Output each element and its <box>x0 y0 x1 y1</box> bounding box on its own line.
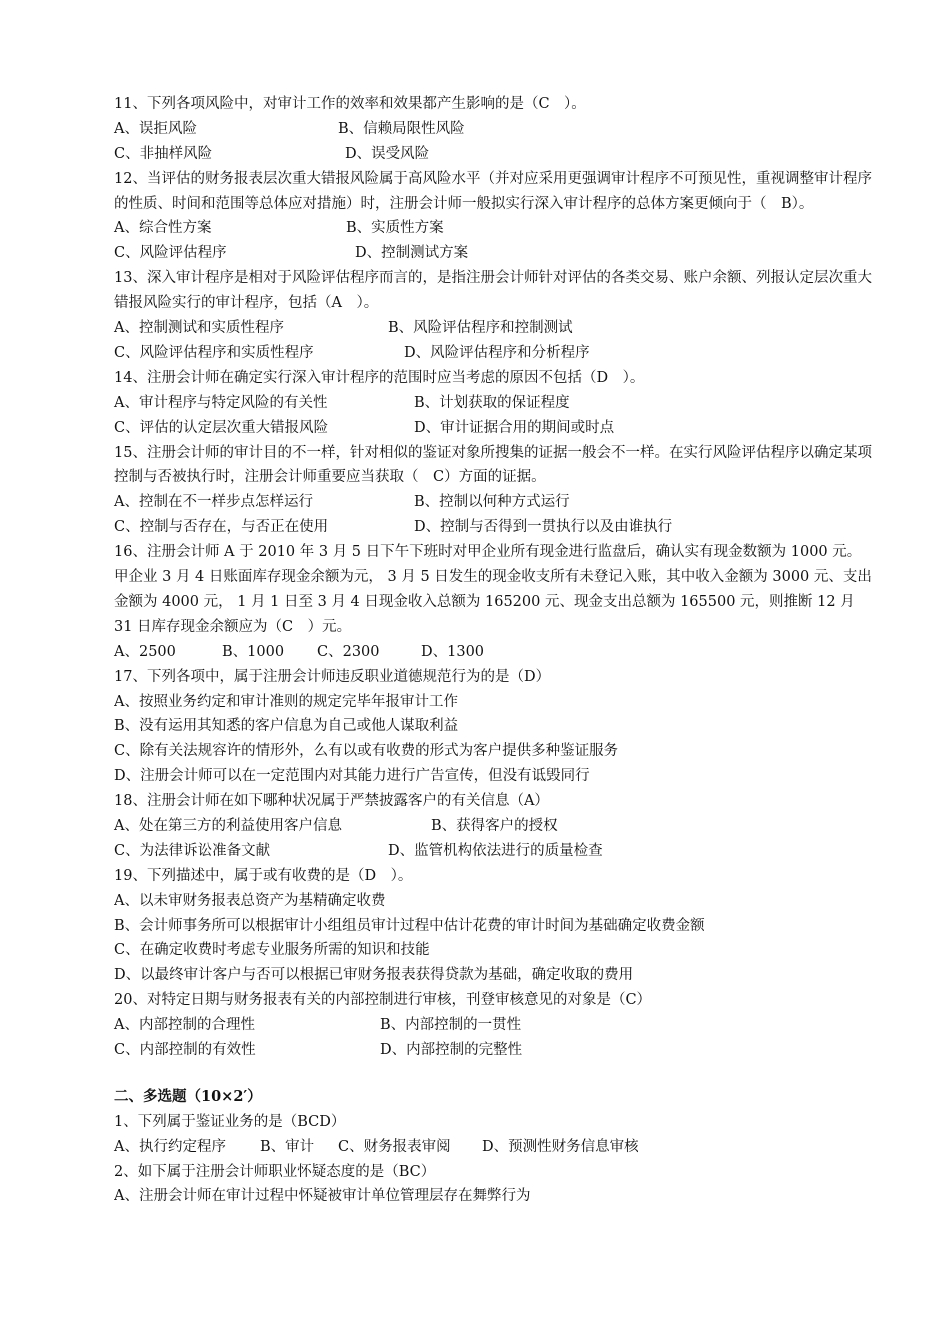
option-row <box>114 341 874 366</box>
option: C、控制与否存在，与否正在使用 <box>114 519 329 536</box>
option: B、计划获取的保证程度 <box>414 394 570 411</box>
option: A、以未审财务报表总资产为基精确定收费 <box>114 892 386 909</box>
option-row <box>114 640 874 665</box>
option-row <box>114 216 874 241</box>
option-row <box>114 814 874 839</box>
option: A、处在第三方的利益使用客户信息 <box>114 817 342 834</box>
option: A、综合性方案 <box>114 220 212 237</box>
option: D、以最终审计客户与否可以根据已审财务报表获得贷款为基础，确定收取的费用 <box>114 967 634 984</box>
question-stem: 14、注册会计师在确定实行深入审计程序的范围时应当考虑的原因不包括（D ）。 <box>114 369 645 386</box>
option: D、内部控制的完整性 <box>380 1042 523 1058</box>
question-stem: 12、当评估的财务报表层次重大错报风险属于高风险水平（并对应采用更强调审计程序不可预见性，重视调整审计程序的性质、时间和范围等总体应对措施）时，注册会计师一般拟实行深入审计程序的总体方案更倾向于（ B）。 <box>114 170 872 212</box>
option: A、审计程序与特定风险的有关性 <box>114 394 328 411</box>
question-stem: 1、下列属于鉴证业务的是（BCD） <box>114 1113 346 1130</box>
option: D、监管机构依法进行的质量检查 <box>388 842 603 859</box>
option: C、除有关法规容许的情形外，么有以或有收费的形式为客户提供多种鉴证服务 <box>114 743 619 760</box>
option-row <box>114 1013 874 1038</box>
option-row <box>114 391 874 416</box>
option-row <box>114 241 874 266</box>
option: D、误受风险 <box>345 145 430 162</box>
option-row <box>114 416 874 441</box>
question-stem: 20、对特定日期与财务报表有关的内部控制进行审核，刊登审核意见的对象是（C） <box>114 992 652 1009</box>
option: A、控制测试和实质性程序 <box>114 320 284 337</box>
option: B、会计师事务所可以根据审计小组组员审计过程中估计花费的审计时间为基础确定收费金额 <box>114 917 705 934</box>
question-stem: 17、下列各项中，属于注册会计师违反职业道德规范行为的是（D） <box>114 668 551 685</box>
option: C、2300 <box>317 643 380 660</box>
section-heading: 二、多选题（10×2′） <box>114 1087 262 1105</box>
option-row <box>114 490 874 515</box>
question-stem: 13、深入审计程序是相对于风险评估程序而言的，是指注册会计师针对评估的各类交易、账户余额、列报认定层次重大错报风险实行的审计程序，包括（A ）。 <box>114 270 872 312</box>
option: A、误拒风险 <box>114 120 197 137</box>
option: B、1000 <box>222 643 285 660</box>
option-row <box>114 316 874 341</box>
option: A、注册会计师在审计过程中怀疑被审计单位管理层存在舞弊行为 <box>114 1188 531 1205</box>
option: A、2500 <box>114 643 176 660</box>
option: C、为法律诉讼准备文献 <box>114 842 271 859</box>
option: C、财务报表审阅 <box>338 1138 451 1155</box>
section-spacer <box>114 1063 874 1085</box>
option: B、控制以何种方式运行 <box>414 494 570 511</box>
option: C、在确定收费时考虑专业服务所需的知识和技能 <box>114 942 430 959</box>
option: A、按照业务约定和审计准则的规定完毕年报审计工作 <box>114 693 458 710</box>
option-row <box>114 1135 874 1160</box>
option: C、内部控制的有效性 <box>114 1042 256 1058</box>
question-stem: 18、注册会计师在如下哪种状况属于严禁披露客户的有关信息（A） <box>114 793 549 810</box>
option: C、风险评估程序和实质性程序 <box>114 344 314 361</box>
option: D、1300 <box>421 643 485 660</box>
question-stem: 15、注册会计师的审计目的不一样，针对相似的鉴证对象所搜集的证据一般会不一样。在实行风险评估程序以确定某项控制与否被执行时，注册会计师重要应当获取（ C）方面的证据。 <box>114 444 872 486</box>
document-page <box>114 92 874 1209</box>
question-stem: 19、下列描述中，属于或有收费的是（D ）。 <box>114 867 413 884</box>
option-row <box>114 515 874 540</box>
option: C、风险评估程序 <box>114 245 227 262</box>
question-stem: 2、如下属于注册会计师职业怀疑态度的是（BC） <box>114 1163 436 1180</box>
option: D、审计证据合用的期间或时点 <box>414 419 615 436</box>
option-row <box>114 1038 874 1063</box>
option: D、控制与否得到一贯执行以及由谁执行 <box>414 519 673 536</box>
option: D、控制测试方案 <box>355 245 469 262</box>
option: D、注册会计师可以在一定范围内对其能力进行广告宣传，但没有诋毁同行 <box>114 768 590 785</box>
option: C、非抽样风险 <box>114 145 213 162</box>
option: B、内部控制的一贯性 <box>380 1017 522 1034</box>
question-stem: 11、下列各项风险中，对审计工作的效率和效果都产生影响的是（C ）。 <box>114 96 586 112</box>
option: B、审计 <box>260 1138 315 1155</box>
option: D、风险评估程序和分析程序 <box>404 344 590 361</box>
option: B、信赖局限性风险 <box>338 120 465 137</box>
option-row <box>114 142 874 167</box>
option: A、控制在不一样步点怎样运行 <box>114 494 313 511</box>
question-stem: 16、注册会计师 A 于 2010 年 3 月 5 日下午下班时对甲企业所有现金进行监盘后，确认实有现金数额为 1000 元。甲企业 3 月 4 日账面库存现金余额为元， 3 月 5 日发生的现金收支所有未登记入账，其中收入金额为 3000 元、支出金额为 4000 元， 1 月 1 日至 3 月 4 日现金收入总额为 165200 元、现金支出总额为 165500 元，则推断 12 月 31 日库存现金余额应为（C ）元。 <box>114 544 872 635</box>
option: A、内部控制的合理性 <box>114 1017 255 1034</box>
option: B、实质性方案 <box>346 220 444 237</box>
option: B、风险评估程序和控制测试 <box>388 320 573 337</box>
option-row <box>114 839 874 864</box>
option-row <box>114 117 874 142</box>
option: D、预测性财务信息审核 <box>482 1138 639 1155</box>
option: A、执行约定程序 <box>114 1138 226 1155</box>
option: C、评估的认定层次重大错报风险 <box>114 419 329 436</box>
option: B、没有运用其知悉的客户信息为自己或他人谋取利益 <box>114 718 459 735</box>
option: B、获得客户的授权 <box>431 817 558 834</box>
